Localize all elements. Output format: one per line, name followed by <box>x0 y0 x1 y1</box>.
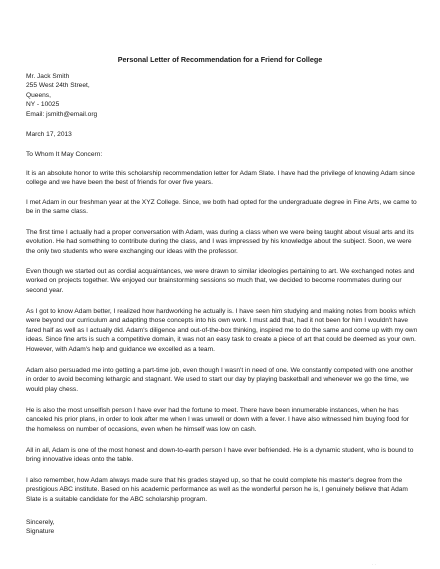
body-paragraph: I also remember, how Adam always made sure that his grades stayed up, so that he could complete his master's degree from the prestigious ABC institute. Based on his academic performance as well as the wonderful person he is, I genuinely believe that Adam Slate is a suitable candidate for the ABC scholarship program. <box>26 477 408 503</box>
page-marker-icon: · · <box>372 562 376 567</box>
body-paragraph: All in all, Adam is one of the most honest and down-to-earth person I have ever befriended. He is a dynamic student, who is bound to bring innovative ideas onto the table. <box>26 447 414 464</box>
body-paragraph: I met Adam in our freshman year at the XYZ College. Since, we both had opted for the undergraduate degree in Fine Arts, we came to be in the same class. <box>26 199 417 216</box>
body-paragraph: He is also the most unselfish person I have ever had the fortune to meet. There have been innumerable instances, when he has canceled his prior plans, in order to look after me when I was unwell or down with a fever. I have also witnessed him buying food for the homeless on number of occasions, even when he himself was low on cash. <box>26 407 410 433</box>
salutation: To Whom It May Concern: <box>26 151 103 158</box>
sender-name: Mr. Jack Smith <box>26 73 70 80</box>
sender-email: Email: jsmith@email.org <box>26 110 98 118</box>
valediction: Sincerely, <box>26 519 55 526</box>
body-paragraph: Adam also persuaded me into getting a part-time job, even though I wasn't in need of one. We constantly competed with one another in order to avoid becoming lethargic and stagnant. We used to start our day by playing basketball and whenever we go the time, we would play chess. <box>26 367 414 393</box>
sender-address <box>26 72 418 119</box>
body-paragraph: As I got to know Adam better, I realized how hardworking he actually is. I have seen him studying and making notes from books which were beyond our curriculum and adapting those concepts into his own work. I must add that, had it not been for him I wouldn't have fared half as well as I actually did. Adam's diligence and out-of-the-box thinking, inspired me to do the same and come up with my own ideas. Since fine arts is such a competitive domain, it was not an easy task to create a piece of art that could be deemed as your own. However, with Adam's help and guidance we excelled as a team. <box>26 308 418 353</box>
body-paragraph: The first time I actually had a proper conversation with Adam, was during a class when we were being taught about visual arts and its evolution. He had something to contribute during the class, and I was impressed by his knowledge about the subject. Soon, we were the only two students who were exchanging our ideas with the professor. <box>26 229 414 255</box>
sender-street: 255 West 24th Street, <box>26 82 90 90</box>
body-paragraph: Even though we started out as cordial acquaintances, we were drawn to similar ideologies pertaining to art. We exchanged notes and worked on projects together. We enjoyed our brainstorming sessions so much that, we decided to become roommates during our second year. <box>26 268 415 294</box>
letter-date: March 17, 2013 <box>26 131 72 138</box>
letter-title: Personal Letter of Recommendation for a Friend for College <box>117 55 323 64</box>
sender-state-zip: NY - 10025 <box>26 101 60 109</box>
sender-city: Queens, <box>26 91 51 99</box>
letter-closing <box>26 518 418 537</box>
signature: Signature <box>26 528 55 536</box>
body-paragraph: It is an absolute honor to write this scholarship recommendation letter for Adam Slate. I have had the privilege of knowing Adam since college and we have been the best of friends for over five years. <box>26 170 415 187</box>
